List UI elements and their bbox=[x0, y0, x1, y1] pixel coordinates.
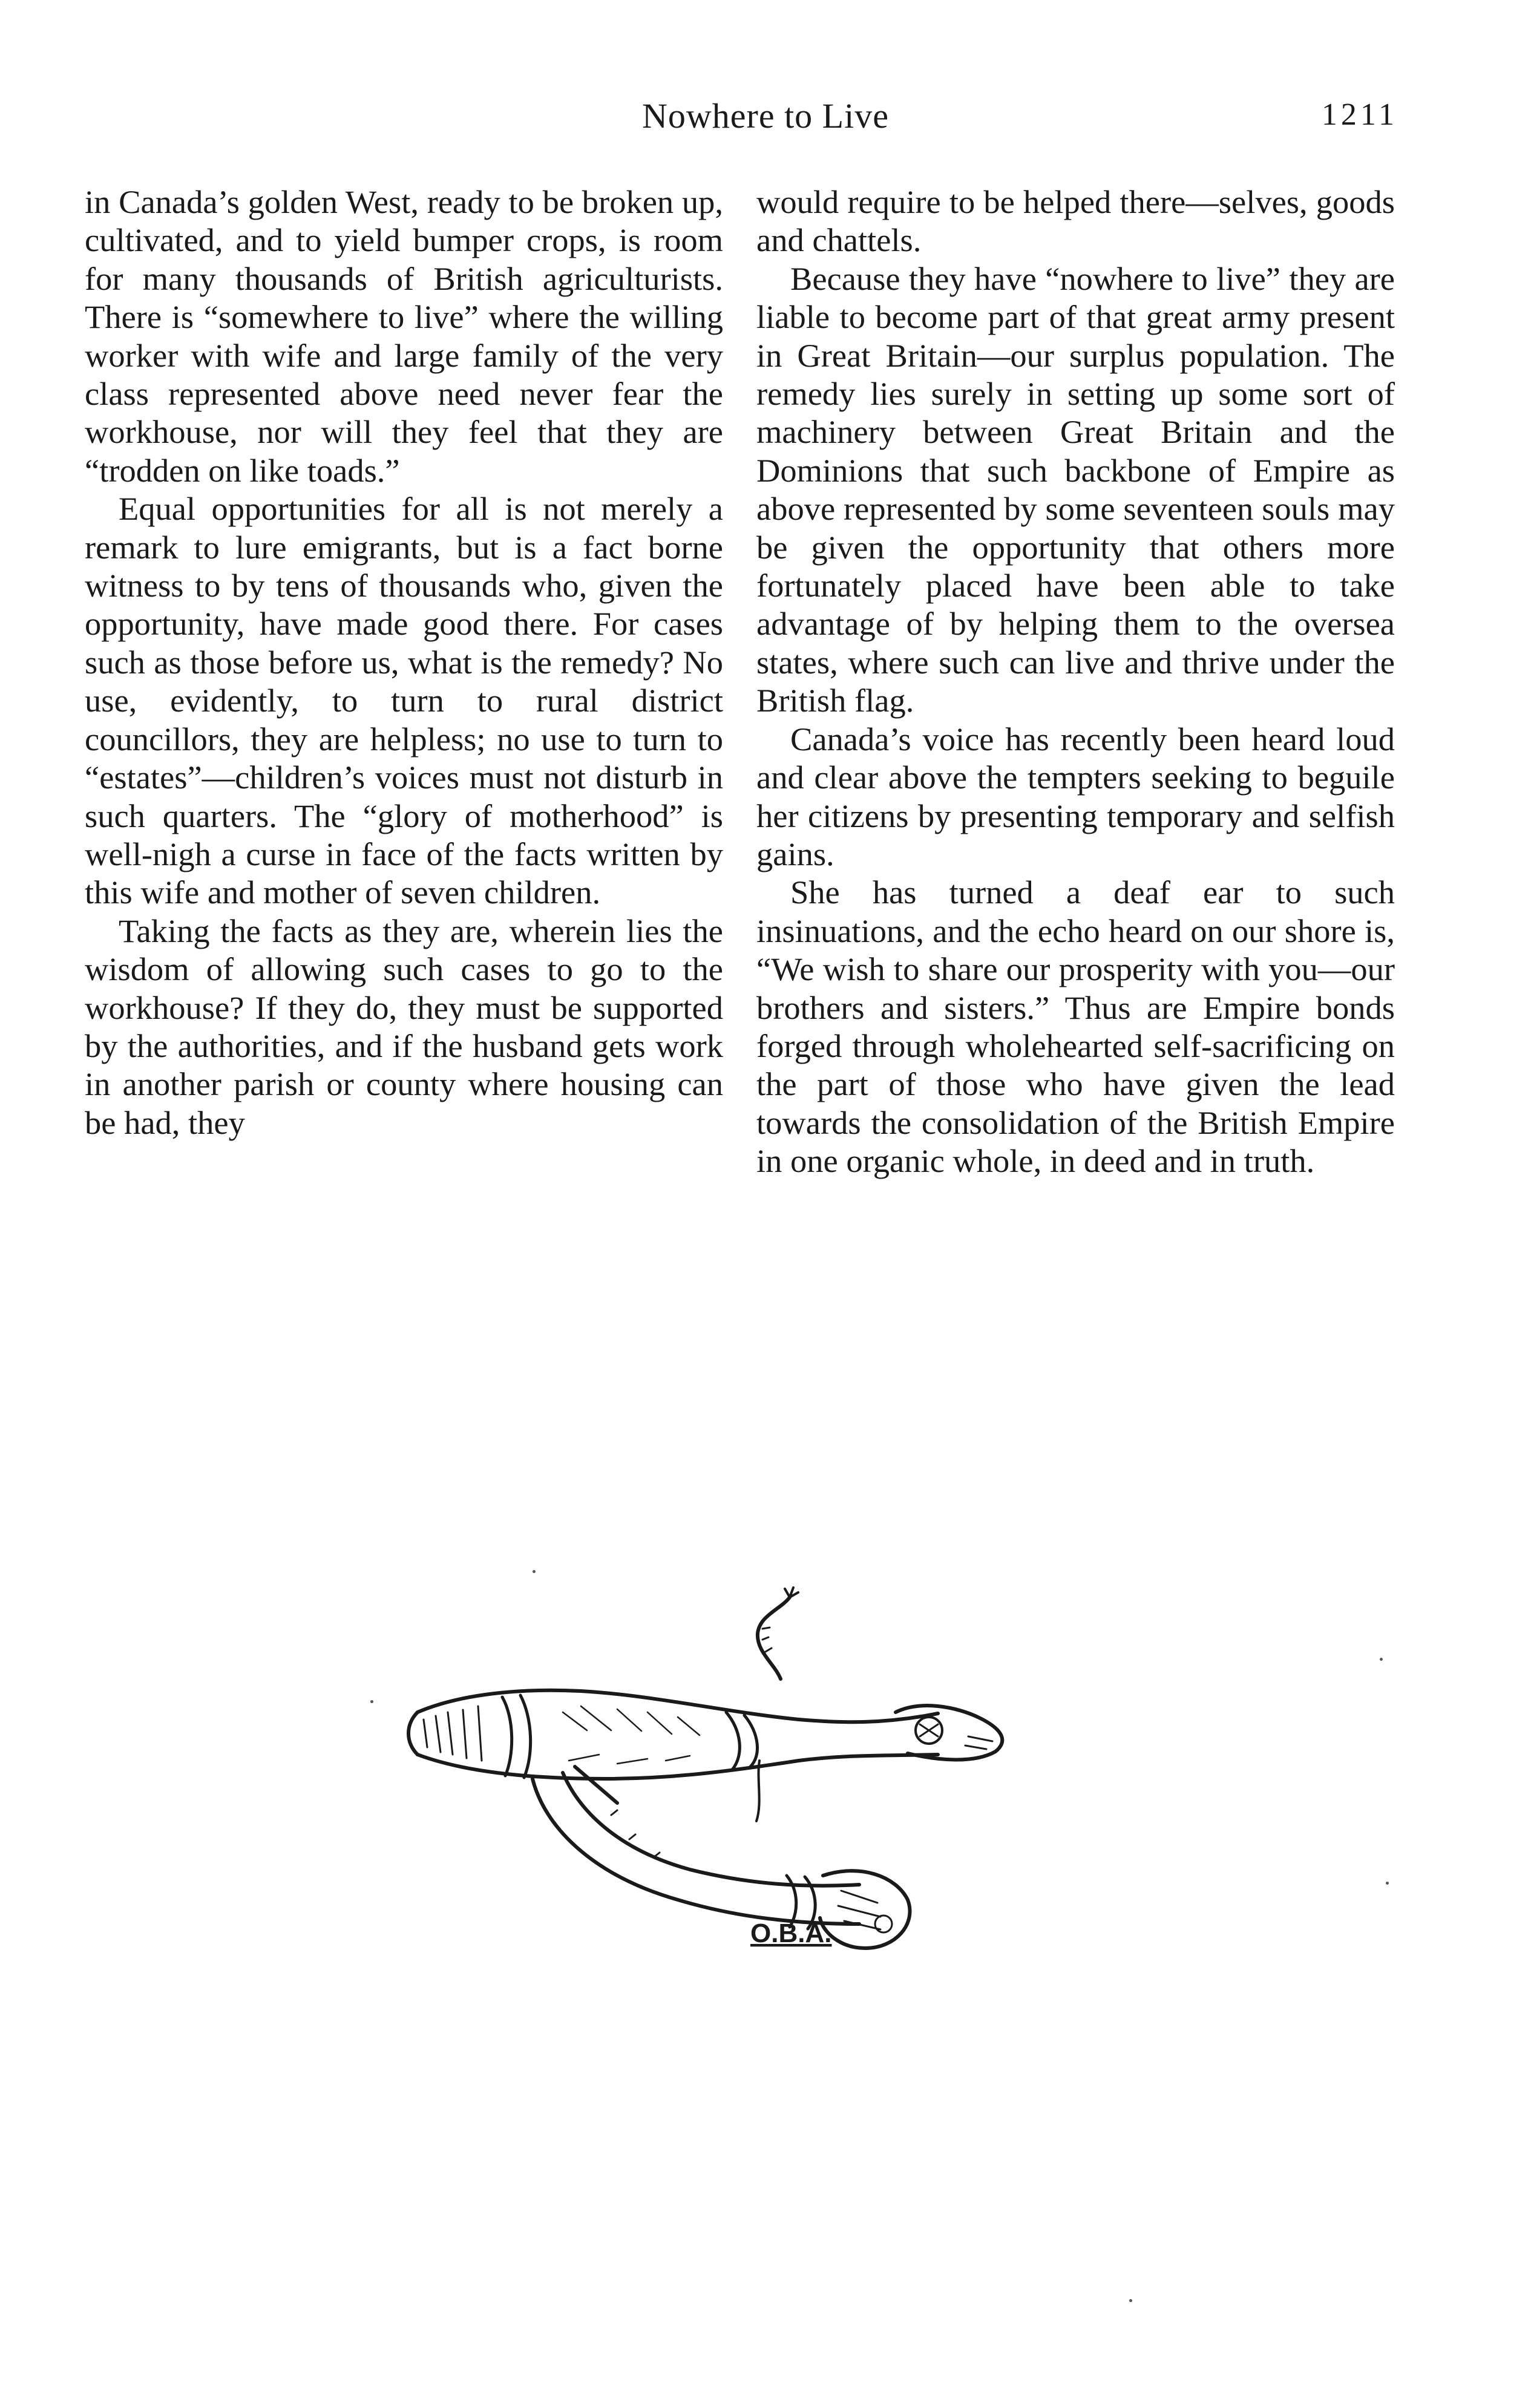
left-paragraph-2: Equal opportunities for all is not merely a remark to lure emigrants, but is a fact borne witness to by tens of thousands who, given the opportunity, have made good there. For cases such as those before us, what is the remedy? No use, evidently, to turn to rural district councillors, they are helpless; no use to turn to “estates”—children’s voices must not disturb in such quarters. The “glory of motherhood” is well-nigh a curse in face of the facts written by this wife and mother of seven children. bbox=[85, 490, 723, 911]
left-paragraph-1: in Canada’s golden West, ready to be broken up, cultivated, and to yield bumper crops, is room for many thousands of British agriculturists. There is “somewhere to live” where the willing worker with wife and large family of the very class represented above need never fear the workhouse, nor will they feel that they are “trodden on like toads.” bbox=[85, 183, 723, 489]
upper-bundle-drawing bbox=[408, 1690, 938, 1779]
right-paragraph-3: Canada’s voice has recently been heard loud and clear above the tempters seeking to beguile her citizens by presenting temporary and selfish gains. bbox=[756, 720, 1395, 872]
print-speck bbox=[533, 1570, 536, 1573]
rope-loop-drawing bbox=[758, 1588, 798, 1679]
upper-head-drawing bbox=[896, 1706, 1002, 1759]
right-column bbox=[756, 183, 1395, 1180]
right-paragraph-2: Because they have “nowhere to live” they are liable to become part of that great army present in Great Britain—our surplus population. The remedy lies surely in setting up some sort of machinery between Great Britain and the Dominions that such backbone of Empire as above represented by some seventeen souls may be given the opportunity that others more fortunately placed have been able to take advantage of by helping them to the oversea states, where such can live and thrive under the British flag. bbox=[756, 260, 1395, 719]
running-head bbox=[0, 96, 1531, 144]
print-speck bbox=[1386, 1882, 1389, 1885]
left-column bbox=[85, 183, 723, 1142]
bound-bundle-illustration bbox=[363, 1561, 1089, 2081]
right-paragraph-1: would require to be helped there—selves, goods and chattels. bbox=[756, 183, 1395, 259]
artist-signature: O.B.A. bbox=[750, 1919, 832, 1948]
print-speck bbox=[1380, 1658, 1383, 1661]
lower-head-drawing bbox=[820, 1871, 910, 1948]
print-speck bbox=[370, 1700, 373, 1703]
right-paragraph-4: She has turned a deaf ear to such insinuations, and the echo heard on our shore is, “We wish to share our prosperity with you—our brothers and sisters.” Thus are Empire bonds forged through wholehearted self-sacrificing on the part of those who have given the lead towards the consolidation of the British Empire in one organic whole, in deed and in truth. bbox=[756, 874, 1395, 1180]
lower-bundle-drawing bbox=[533, 1767, 859, 1929]
running-title: Nowhere to Live bbox=[642, 96, 889, 136]
page-number: 1211 bbox=[1321, 97, 1398, 132]
left-paragraph-3: Taking the facts as they are, wherein lies the wisdom of allowing such cases to go to the workhouse? If they do, they must be supported by the authorities, and if the husband gets work in another parish or county where housing can be had, they bbox=[85, 912, 723, 1141]
print-speck bbox=[1129, 2299, 1132, 2302]
